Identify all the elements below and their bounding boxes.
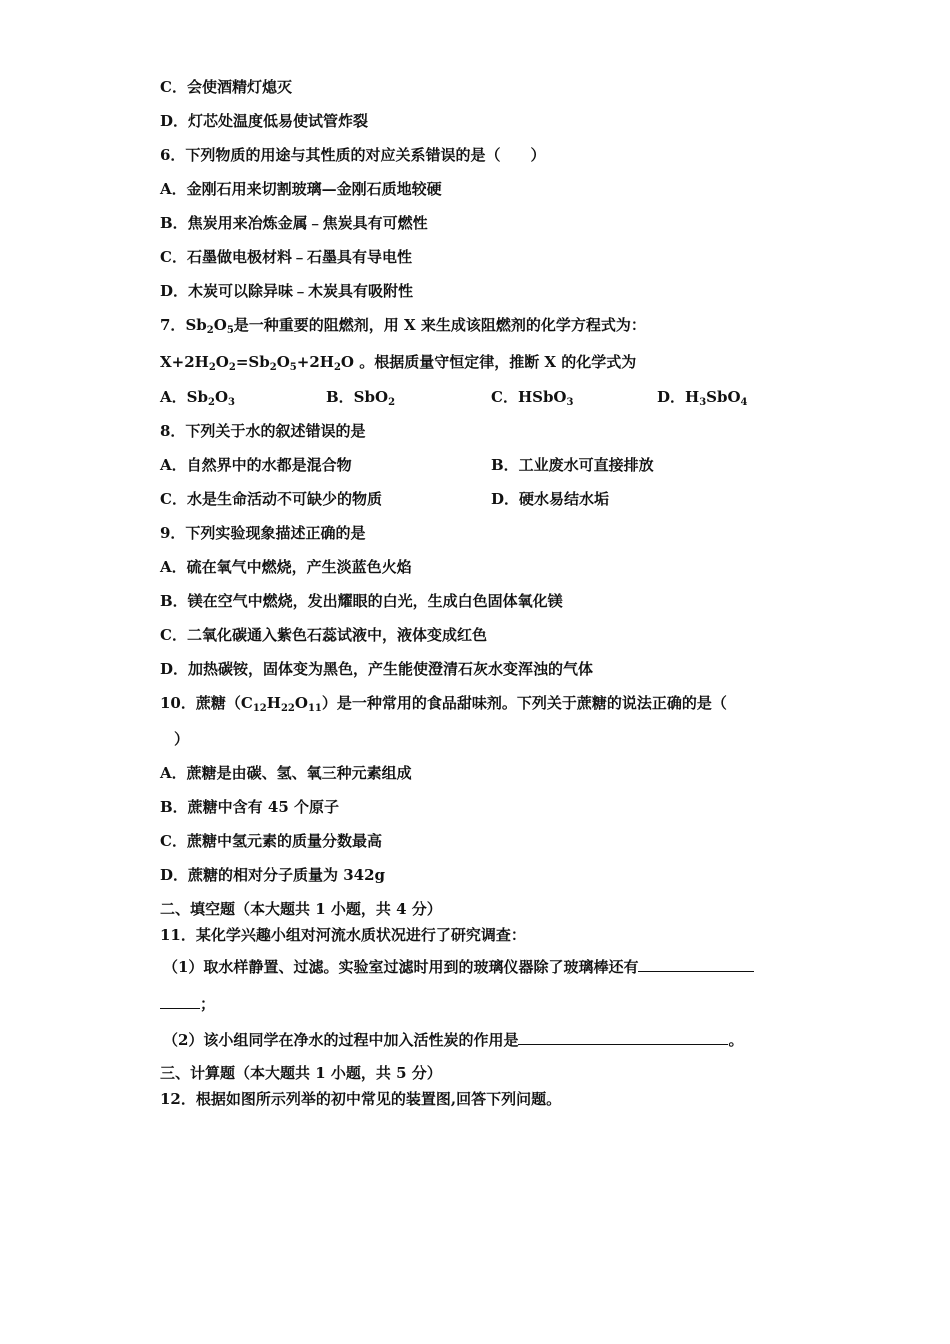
q11-part-2-end: 。 xyxy=(728,1031,744,1049)
q7b-sub-2: 2 xyxy=(388,397,396,408)
question-7 xyxy=(160,315,646,341)
eq-part-b: O xyxy=(215,353,229,371)
q8-option-c: C．水是生命活动不可缺少的物质 xyxy=(160,490,382,508)
section-2-heading: 二、填空题（本大题共 1 小题，共 4 分） xyxy=(160,900,442,918)
q11-part-1-cont xyxy=(160,994,215,1014)
q6-option-c: C．石墨做电极材料﹣石墨具有导电性 xyxy=(160,248,412,266)
q9-option-d: D．加热碳铵，固体变为黑色，产生能使澄清石灰水变浑浊的气体 xyxy=(160,660,594,678)
q7d-sub-4: 4 xyxy=(740,397,748,408)
q7-option-d xyxy=(657,387,748,413)
section-3-heading: 三、计算题（本大题共 1 小题，共 5 分） xyxy=(160,1064,442,1082)
eq-part-e: +2H xyxy=(296,353,334,371)
eq-part-d: O xyxy=(276,353,290,371)
q7d-sbo: SbO xyxy=(706,388,741,406)
q9-option-a: A．硫在氧气中燃烧，产生淡蓝色火焰 xyxy=(160,558,412,576)
q7-sub-2: 2 xyxy=(206,325,214,336)
q7b-text: B．SbO xyxy=(326,388,389,406)
question-11: 11．某化学兴趣小组对河流水质状况进行了研究调查： xyxy=(160,926,526,944)
q5-option-c: C．会使酒精灯熄灭 xyxy=(160,78,292,96)
q10-option-b: B．蔗糖中含有 45 个原子 xyxy=(160,798,339,816)
q9-option-c: C．二氧化碳通入紫色石蕊试液中，液体变成红色 xyxy=(160,626,487,644)
q7-option-a xyxy=(160,387,235,413)
q11-part-1 xyxy=(163,957,754,977)
q11-part-1-end: ； xyxy=(200,995,216,1013)
q11-part-2-text: （2）该小组同学在净水的过程中加入活性炭的作用是 xyxy=(163,1031,519,1049)
q10-sub-22: 22 xyxy=(280,703,295,714)
eq-part-f: O 。根据质量守恒定律，推断 X 的化学式为 xyxy=(340,353,637,371)
eq-part-a: X+2H xyxy=(160,353,209,371)
q11-part-1-text: （1）取水样静置、过滤。实验室过滤时用到的玻璃仪器除了玻璃棒还有 xyxy=(163,958,639,976)
q10-o: O xyxy=(294,694,308,712)
eq-part-c: =Sb xyxy=(235,353,270,371)
q7-formula-o: O xyxy=(213,316,227,334)
q7d-sub-3: 3 xyxy=(699,397,707,408)
q7a-o: O xyxy=(214,388,229,406)
q7-option-b xyxy=(326,387,395,413)
q7a-sub-2: 2 xyxy=(207,397,215,408)
q5-option-d: D．灯芯处温度低易使试管炸裂 xyxy=(160,112,369,130)
q7-sub-5: 5 xyxy=(226,325,234,336)
question-12: 12．根据如图所示列举的初中常见的装置图,回答下列问题。 xyxy=(160,1090,562,1108)
q10-close-paren: ） xyxy=(174,730,190,748)
q7a-text: A．Sb xyxy=(160,388,208,406)
eq-sub-d: 2 xyxy=(333,362,341,373)
eq-sub-5: 5 xyxy=(289,362,297,373)
q6-option-a: A．金刚石用来切割玻璃—金刚石质地较硬 xyxy=(160,180,442,198)
q10-option-a: A．蔗糖是由碳、氢、氧三种元素组成 xyxy=(160,764,412,782)
question-10 xyxy=(160,693,727,719)
q11-part-2 xyxy=(163,1030,743,1050)
q6-option-b: B．焦炭用来冶炼金属﹣焦炭具有可燃性 xyxy=(160,214,428,232)
q7c-sub-3: 3 xyxy=(566,397,574,408)
q11-blank-2[interactable] xyxy=(518,1030,728,1045)
q10-option-c: C．蔗糖中氢元素的质量分数最高 xyxy=(160,832,382,850)
q9-option-b: B．镁在空气中燃烧，发出耀眼的白光，生成白色固体氧化镁 xyxy=(160,592,563,610)
q7-formula-sb: Sb xyxy=(185,316,207,334)
q8-option-a: A．自然界中的水都是混合物 xyxy=(160,456,352,474)
q7-option-c xyxy=(491,387,573,413)
question-6: 6．下列物质的用途与其性质的对应关系错误的是（ ） xyxy=(160,146,546,164)
q10-text-rest: ）是一种常用的食品甜味剂。下列关于蔗糖的说法正确的是（ xyxy=(321,694,727,712)
q8-option-b: B．工业废水可直接排放 xyxy=(491,456,654,474)
eq-sub-b: 2 xyxy=(228,362,236,373)
question-8: 8．下列关于水的叙述错误的是 xyxy=(160,422,366,440)
q7d-text: D．H xyxy=(657,388,700,406)
q7-text: 是一种重要的阻燃剂，用 X 来生成该阻燃剂的化学方程式为： xyxy=(233,316,646,334)
q7-number: 7． xyxy=(160,316,186,334)
q10-option-d: D．蔗糖的相对分子质量为 342g xyxy=(160,866,386,884)
q10-sub-11: 11 xyxy=(307,703,322,714)
q8-option-d: D．硬水易结水垢 xyxy=(491,490,610,508)
q10-sub-12: 12 xyxy=(252,703,267,714)
question-9: 9．下列实验现象描述正确的是 xyxy=(160,524,366,542)
q7-equation xyxy=(160,352,636,378)
q7a-sub-3: 3 xyxy=(228,397,235,408)
q10-text-pre: 10．蔗糖（C xyxy=(160,694,253,712)
q7c-text: C．HSbO xyxy=(491,388,567,406)
q10-h: H xyxy=(266,694,281,712)
q11-blank-1b[interactable] xyxy=(160,994,200,1009)
q6-option-d: D．木炭可以除异味﹣木炭具有吸附性 xyxy=(160,282,414,300)
q11-blank-1a[interactable] xyxy=(638,957,754,972)
eq-sub-a: 2 xyxy=(208,362,216,373)
eq-sub-c: 2 xyxy=(269,362,277,373)
